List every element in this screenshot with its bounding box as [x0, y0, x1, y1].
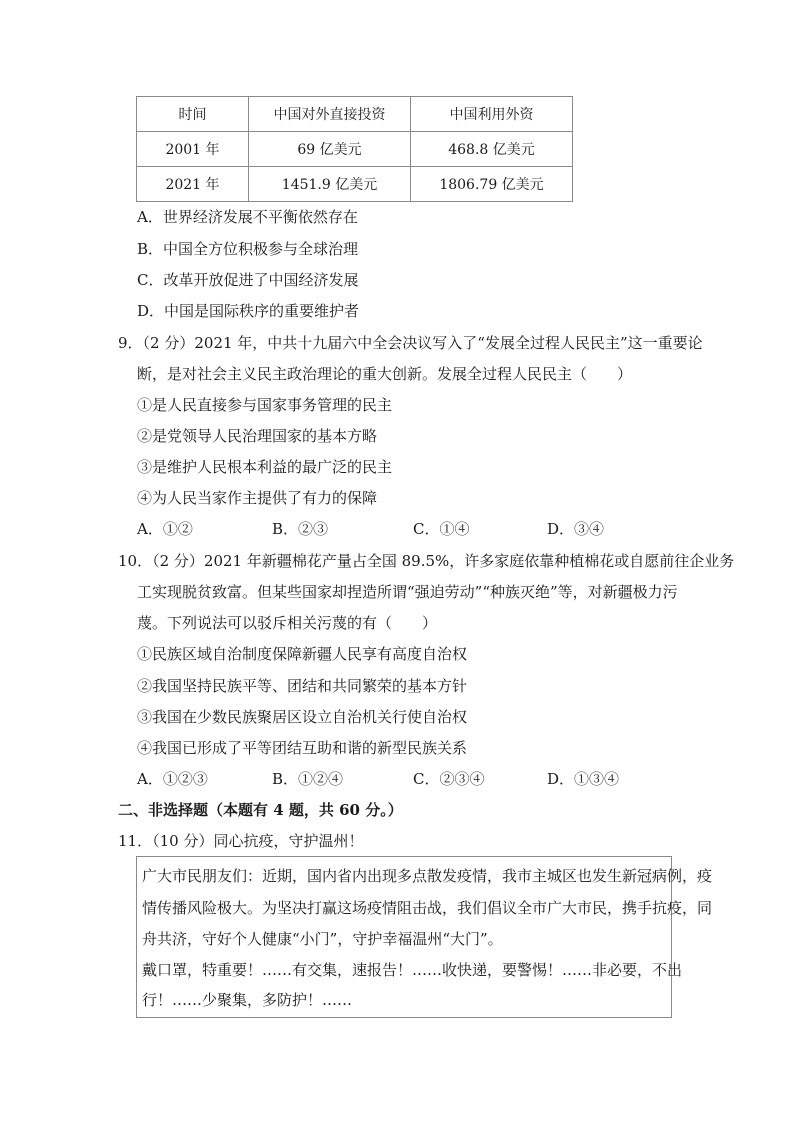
q10-stem-line1: 10．（2 分）2021 年新疆棉花产量占全国 89.5%，许多家庭依靠种植棉花或自愿前往企业务	[118, 552, 735, 570]
q10-option-c: C．②③④	[413, 770, 485, 788]
q8-option-b: B．中国全方位积极参与全球治理	[137, 240, 359, 258]
q9-option-c: C．①④	[413, 520, 470, 538]
q10-item-4: ④我国已形成了平等团结互助和谐的新型民族关系	[137, 739, 468, 757]
q9-option-b: B．②③	[272, 520, 329, 538]
q10-item-3: ③我国在少数民族聚居区设立自治机关行使自治权	[137, 708, 468, 726]
q9-item-2: ②是党领导人民治理国家的基本方略	[137, 427, 378, 445]
table-header-cell: 中国对外直接投资	[249, 97, 411, 132]
q9-option-a: A．①②	[137, 520, 193, 538]
q8-option-c: C．改革开放促进了中国经济发展	[137, 271, 359, 289]
investment-table	[136, 96, 573, 202]
table-cell: 69 亿美元	[249, 132, 411, 167]
q9-item-4: ④为人民当家作主提供了有力的保障	[137, 489, 378, 507]
q9-stem-line1: 9．（2 分）2021 年，中共十九届六中全会决议写入了“发展全过程人民民主”这一重要论	[118, 334, 703, 352]
q10-stem-line2: 工实现脱贫致富。但某些国家却捏造所谓“强迫劳动”“种族灭绝”等，对新疆极力污	[137, 583, 678, 601]
table-cell: 1451.9 亿美元	[249, 167, 411, 202]
notice-line: 情传播风险极大。为坚决打赢这场疫情阻击战，我们倡议全市广大市民，携手抗疫，同	[142, 899, 713, 917]
table-cell: 2001 年	[137, 132, 249, 167]
section-heading: 二、非选择题（本题有 4 题，共 60 分。）	[118, 801, 403, 819]
q10-option-a: A．①②③	[137, 770, 208, 788]
table-row	[137, 132, 573, 167]
q9-item-1: ①是人民直接参与国家事务管理的民主	[137, 396, 393, 414]
notice-line: 行！……少聚集，多防护！……	[142, 991, 353, 1009]
table-header-cell: 中国利用外资	[411, 97, 573, 132]
q10-option-b: B．①②④	[272, 770, 344, 788]
q11-title: 11．（10 分）同心抗疫，守护温州！	[118, 832, 364, 850]
table-cell: 2021 年	[137, 167, 249, 202]
q10-item-1: ①民族区域自治制度保障新疆人民享有高度自治权	[137, 645, 468, 663]
notice-line: 广大市民朋友们：近期，国内省内出现多点散发疫情，我市主城区也发生新冠病例，疫	[142, 867, 713, 885]
table-header-cell: 时间	[137, 97, 249, 132]
q8-option-a: A．世界经济发展不平衡依然存在	[137, 208, 358, 226]
table-header-row	[137, 97, 573, 132]
notice-line: 舟共济，守好个人健康“小门”，守护幸福温州“大门”。	[142, 930, 503, 948]
q10-item-2: ②我国坚持民族平等、团结和共同繁荣的基本方针	[137, 677, 468, 695]
q10-stem-line3: 蔑。下列说法可以驳斥相关污蔑的有（ ）	[137, 614, 438, 632]
q9-item-3: ③是维护人民根本利益的最广泛的民主	[137, 458, 393, 476]
q9-stem-line2: 断，是对社会主义民主政治理论的重大创新。发展全过程人民民主（ ）	[137, 365, 633, 383]
table-cell: 468.8 亿美元	[411, 132, 573, 167]
q8-option-d: D．中国是国际秩序的重要维护者	[137, 302, 360, 320]
q10-option-d: D．①③④	[547, 770, 620, 788]
notice-box	[136, 856, 713, 1018]
table-cell: 1806.79 亿美元	[411, 167, 573, 202]
q9-option-d: D．③④	[547, 520, 605, 538]
notice-line: 戴口罩，特重要！……有交集，速报告！……收快递，要警惕！……非必要，不出	[142, 961, 683, 979]
table-row	[137, 167, 573, 202]
